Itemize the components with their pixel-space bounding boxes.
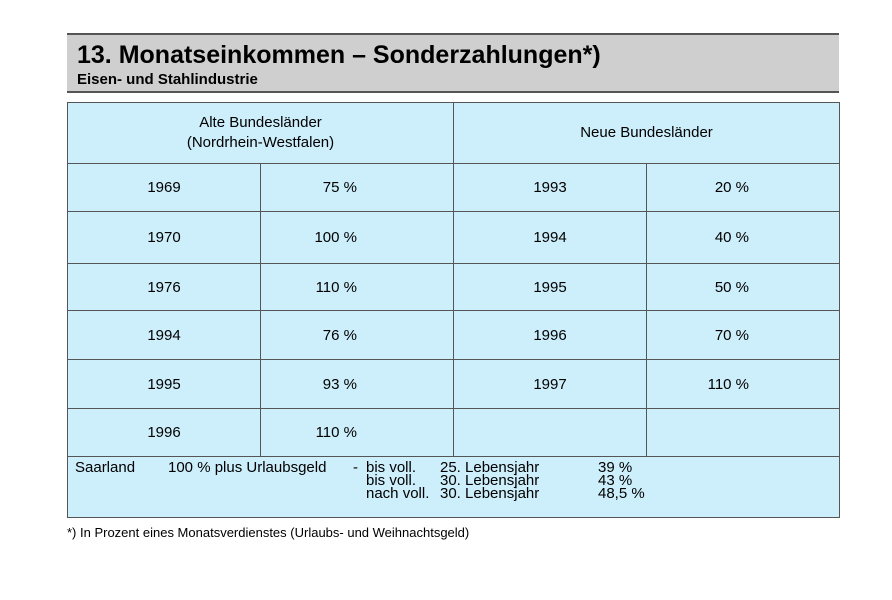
table-row xyxy=(68,311,840,360)
east-percent-cell: 40 % xyxy=(647,212,840,264)
east-year-cell xyxy=(454,409,647,457)
table-row xyxy=(68,360,840,409)
page-title: 13. Monatseinkommen – Sonderzahlungen*) xyxy=(77,41,601,69)
west-header-sublabel: (Nordrhein-Westfalen) xyxy=(186,134,335,151)
west-year-cell: 1969 xyxy=(68,164,261,212)
east-header-label: Neue Bundesländer xyxy=(580,124,713,141)
east-percent-cell xyxy=(647,409,840,457)
tier-percent: 48,5 % xyxy=(598,485,645,502)
west-year-cell: 1976 xyxy=(68,264,261,311)
west-percent-cell: 100 % xyxy=(261,212,454,264)
tier-condition: bis voll. xyxy=(366,459,417,476)
west-year-cell: 1995 xyxy=(68,360,261,409)
west-year-cell: 1994 xyxy=(68,311,261,360)
east-percent-cell: 70 % xyxy=(647,311,840,360)
payments-table xyxy=(67,102,840,518)
east-year-cell: 1995 xyxy=(454,264,647,311)
west-header-cell xyxy=(68,103,454,164)
east-year-cell: 1994 xyxy=(454,212,647,264)
tier-age: 30. Lebensjahr xyxy=(440,485,540,502)
footnote: *) In Prozent eines Monatsverdienstes (Urlaubs- und Weihnachtsgeld) xyxy=(67,525,470,540)
tier-age: 30. Lebensjahr xyxy=(440,472,540,489)
saarland-cell xyxy=(68,457,840,518)
east-year-cell: 1997 xyxy=(454,360,647,409)
west-percent-cell: 76 % xyxy=(261,311,454,360)
west-percent-cell: 93 % xyxy=(261,360,454,409)
table-row xyxy=(68,409,840,457)
west-header-label: Alte Bundesländer xyxy=(199,114,322,131)
west-year-cell: 1970 xyxy=(68,212,261,264)
tier-percent: 43 % xyxy=(598,472,633,489)
table-header-row xyxy=(68,103,840,164)
saarland-dash: - xyxy=(353,459,358,476)
west-percent-cell: 110 % xyxy=(261,264,454,311)
title-banner xyxy=(67,33,839,93)
east-percent-cell: 110 % xyxy=(647,360,840,409)
page-subtitle: Eisen- und Stahlindustrie xyxy=(77,71,258,88)
east-year-cell: 1996 xyxy=(454,311,647,360)
west-percent-cell: 110 % xyxy=(261,409,454,457)
west-percent-cell: 75 % xyxy=(261,164,454,212)
saarland-row xyxy=(68,457,840,518)
tier-condition: bis voll. xyxy=(366,472,417,489)
east-percent-cell: 50 % xyxy=(647,264,840,311)
saarland-base-rule: 100 % plus Urlaubsgeld xyxy=(168,459,327,476)
table-row xyxy=(68,164,840,212)
tier-condition: nach voll. xyxy=(366,485,430,502)
tier-age: 25. Lebensjahr xyxy=(440,459,540,476)
east-year-cell: 1993 xyxy=(454,164,647,212)
table-row xyxy=(68,264,840,311)
east-header-cell xyxy=(454,103,840,164)
west-year-cell: 1996 xyxy=(68,409,261,457)
saarland-label: Saarland xyxy=(75,459,136,476)
table-row xyxy=(68,212,840,264)
east-percent-cell: 20 % xyxy=(647,164,840,212)
tier-percent: 39 % xyxy=(598,459,633,476)
